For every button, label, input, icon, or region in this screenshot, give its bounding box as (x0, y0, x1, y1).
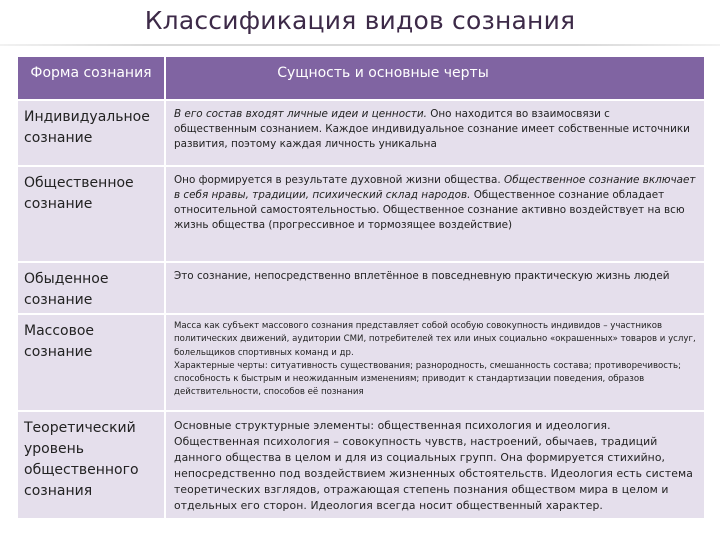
table-row (18, 412, 704, 518)
table-row (18, 101, 704, 165)
consciousness-table (18, 55, 704, 520)
row-name: Обыденное сознание (18, 263, 166, 313)
title-divider (0, 44, 720, 46)
desc-text: Общественное сознание обладает относительной самостоятельностью. Общественное сознание активно воздействует на всю жизнь общества (прогрессивное и тормозящее воздействие) (174, 189, 685, 231)
desc-paragraph: Характерные черты: ситуативность существования; разнородность, смешанность состава; противоречивость; способность к быстрым и неожиданным изменениям; приводит к стандартизации поведения, образов действительности, способов её познания (174, 360, 681, 398)
desc-paragraph: Масса как субъект массового сознания представляет собой особую совокупность индивидов – участников политических движений, аудитории СМИ, потребителей тех или иных социально «окрашенных» товаров и услуг, болельщиков спортивных команд и др. (174, 321, 696, 358)
row-description (166, 101, 704, 165)
page-title: Классификация видов сознания (144, 6, 576, 35)
table-row (18, 315, 704, 410)
row-name: Индивидуальное сознание (18, 101, 166, 165)
desc-text: Оно находится во взаимосвязи с общественным сознанием. Каждое индивидуальное сознание имеет собственные источники развития, поэтому каждая личность уникальна (174, 108, 690, 150)
row-description (166, 315, 704, 410)
row-description (166, 167, 704, 261)
row-description: Это сознание, непосредственно вплетённое в повседневную практическую жизнь людей (166, 263, 704, 313)
desc-text: Оно формируется в результате духовной жизни общества. (174, 174, 505, 186)
table-header-row (18, 57, 704, 99)
table-row (18, 167, 704, 261)
header-form: Форма сознания (18, 57, 166, 99)
row-name: Общественное сознание (18, 167, 166, 261)
row-name: Массовое сознание (18, 315, 166, 410)
header-essence: Сущность и основные черты (166, 57, 704, 99)
desc-italic: Общественное сознание включает в себя нравы, традиции, психический склад народов. (174, 174, 696, 201)
desc-italic: В его состав входят личные идеи и ценности. (174, 108, 427, 120)
title-bar (0, 0, 720, 46)
row-description: Основные структурные элементы: общественная психология и идеология. Общественная психология – совокупность чувств, настроений, обычаев, традиций данного общества в целом и для из социальных групп. Она формируется стихийно, непосредственно под воздействием жизненных обстоятельств. Идеология есть система теоретических взглядов, отражающая степень познания обществом мира в целом и отдельных его сторон. Идеология всегда носит общественный характер. (166, 412, 704, 518)
row-name: Теоретический уровень общественного сознания (18, 412, 166, 518)
table-row (18, 263, 704, 313)
